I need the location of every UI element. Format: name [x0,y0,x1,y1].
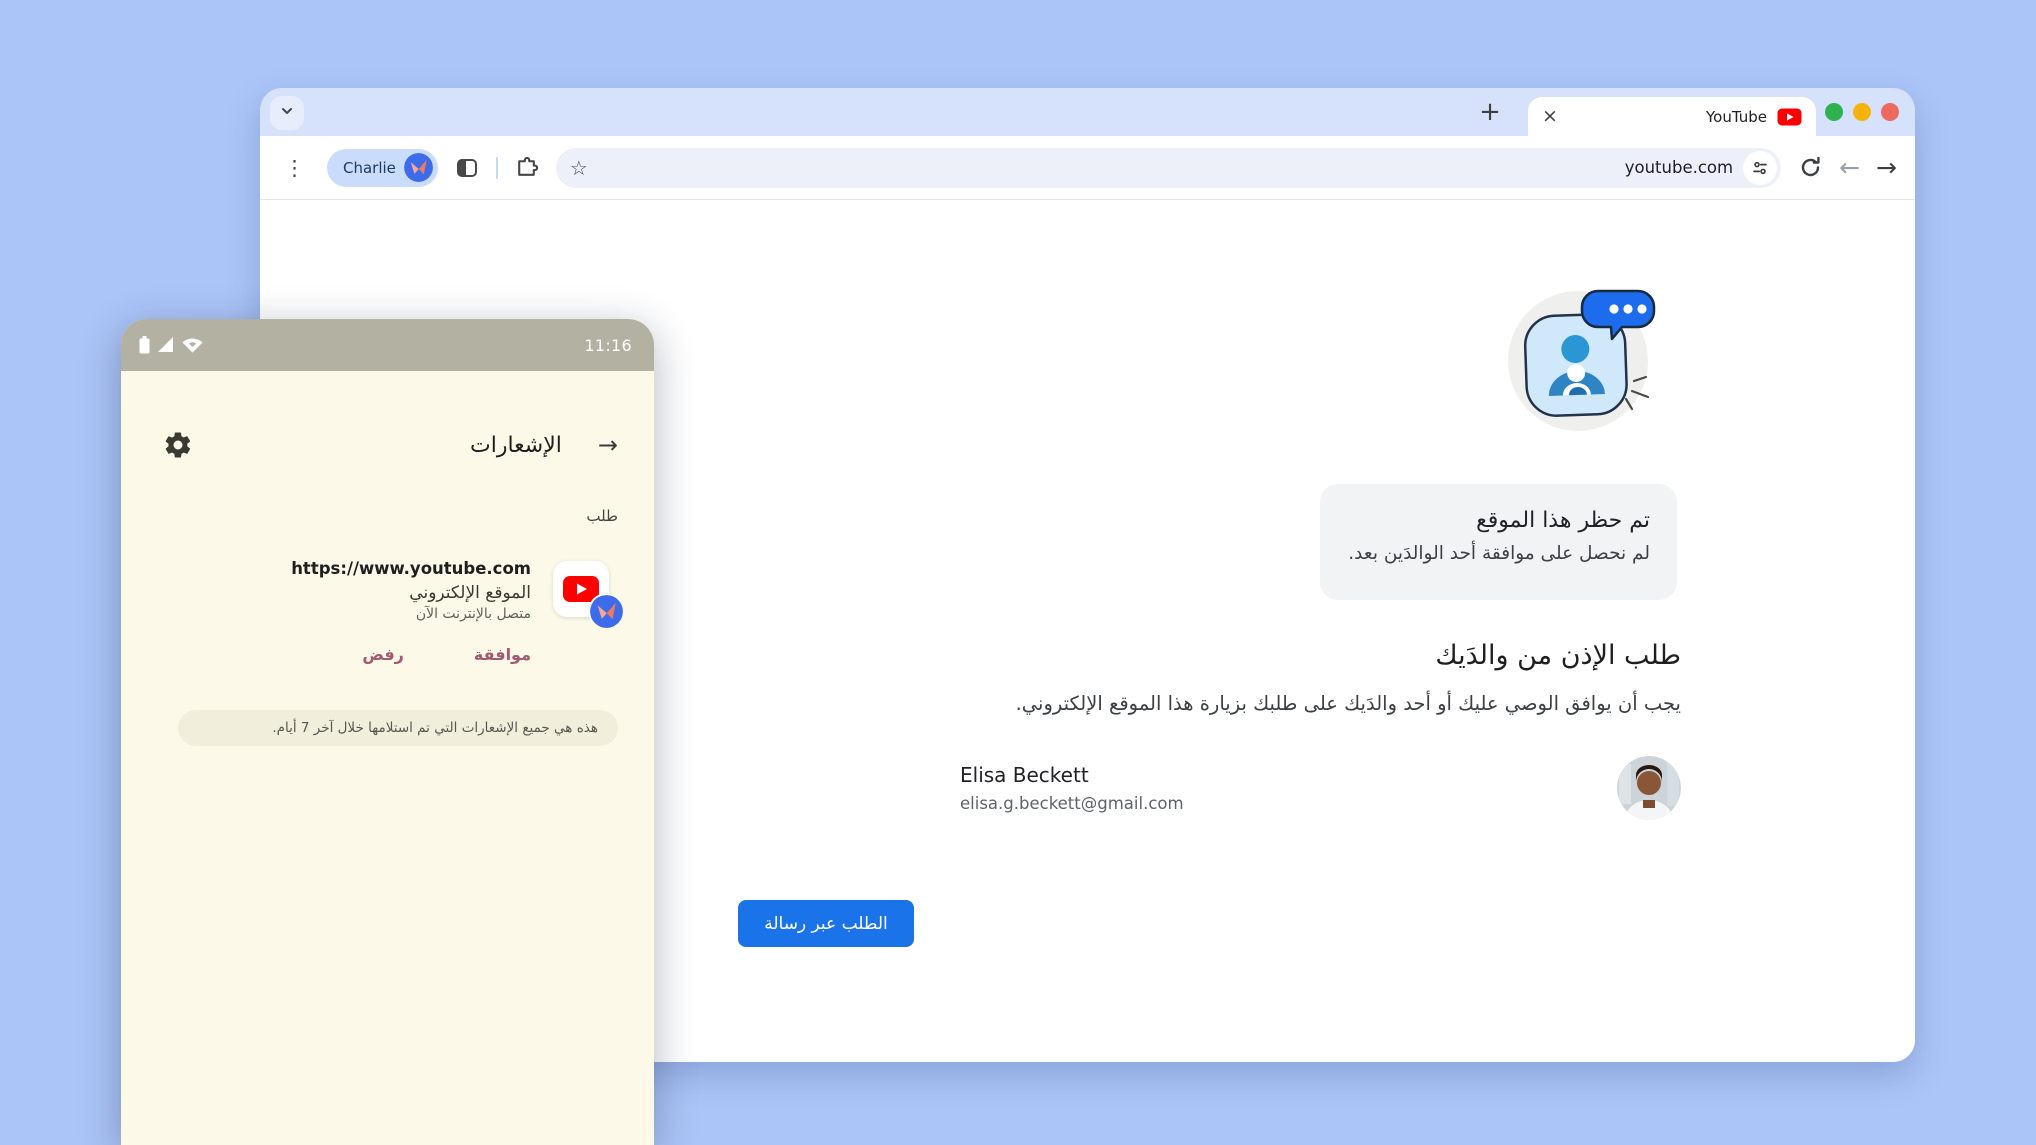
reload-icon[interactable] [1797,155,1823,181]
wifi-icon [182,338,203,353]
toolbar-divider [496,157,498,179]
notifications-header [121,423,654,467]
notification-status: متصل بالإنترنت الآن [415,606,531,622]
blocked-card-subtitle: لم نحصل على موافقة أحد الوالدَين بعد. [1348,543,1650,564]
notifications-title: الإشعارات [470,432,562,458]
profile-name: Charlie [343,158,396,177]
parent-account-row [960,756,1681,820]
notification-site-label: الموقع الإلكتروني [409,583,531,603]
page-description: يجب أن يوافق الوصي عليك أو أحد والدَيك على طلبك بزيارة هذا الموقع الإلكتروني. [1015,692,1681,715]
tab-search-button[interactable] [270,96,304,130]
blocked-card-title: تم حظر هذا الموقع [1476,508,1650,533]
child-profile-badge-icon [590,595,623,628]
parent-texts [960,763,1603,813]
notification-url: https://www.youtube.com [291,559,531,578]
notification-actions [362,645,531,664]
family-link-illustration [1506,273,1669,431]
profile-avatar-butterfly-icon [404,153,433,182]
parent-email: elisa.g.beckett@gmail.com [960,794,1184,813]
tab-title: YouTube [1706,107,1767,126]
browser-toolbar [260,136,1915,200]
notification-text [291,559,531,622]
request-in-message-button[interactable]: الطلب عبر رسالة [738,900,914,947]
parent-avatar [1617,756,1681,820]
tab-close-icon[interactable]: × [1542,105,1558,127]
omnibox[interactable] [556,148,1781,188]
phone-notifications-panel [121,319,654,1145]
phone-status-bar [121,319,654,371]
request-section-label: طلب [586,507,618,525]
active-tab[interactable] [1528,97,1816,136]
notifications-footer-note: هذه هي جميع الإشعارات التي تم استلامها خلال آخر 7 أيام. [178,710,618,746]
status-time: 11:16 [584,335,632,355]
back-arrow-rtl-icon[interactable]: → [597,431,618,459]
plus-icon: + [1479,97,1501,127]
youtube-favicon-icon [1777,108,1802,126]
gear-icon[interactable] [163,430,193,460]
tab-strip [260,88,1915,136]
header-title-group [470,431,618,459]
blocked-status-card [1320,484,1677,600]
parent-name: Elisa Beckett [960,763,1089,787]
chevron-down-icon [279,103,295,123]
forward-arrow-icon[interactable]: → [1876,153,1897,182]
side-panel-icon[interactable] [454,155,480,181]
bookmark-star-icon[interactable]: ☆ [569,155,588,180]
url-text[interactable]: youtube.com [1624,158,1734,177]
menu-kebab-icon[interactable]: ⋮ [284,155,305,180]
new-tab-button[interactable] [1472,94,1508,130]
signal-icon [157,337,175,353]
battery-icon [139,336,150,354]
approve-button[interactable]: موافقة [473,645,531,664]
extensions-puzzle-icon[interactable] [514,155,540,181]
status-icons [139,336,203,354]
back-arrow-icon[interactable]: ← [1839,153,1861,182]
site-settings-tune-icon[interactable] [1743,151,1777,185]
window-controls [1825,103,1899,121]
youtube-app-icon [563,576,599,602]
window-minimize-button[interactable] [1853,103,1871,121]
window-zoom-button[interactable] [1825,103,1843,121]
window-close-button[interactable] [1881,103,1899,121]
deny-button[interactable]: رفض [362,645,404,664]
page-title: طلب الإذن من والدَيك [1435,640,1681,671]
profile-chip[interactable] [327,149,438,187]
